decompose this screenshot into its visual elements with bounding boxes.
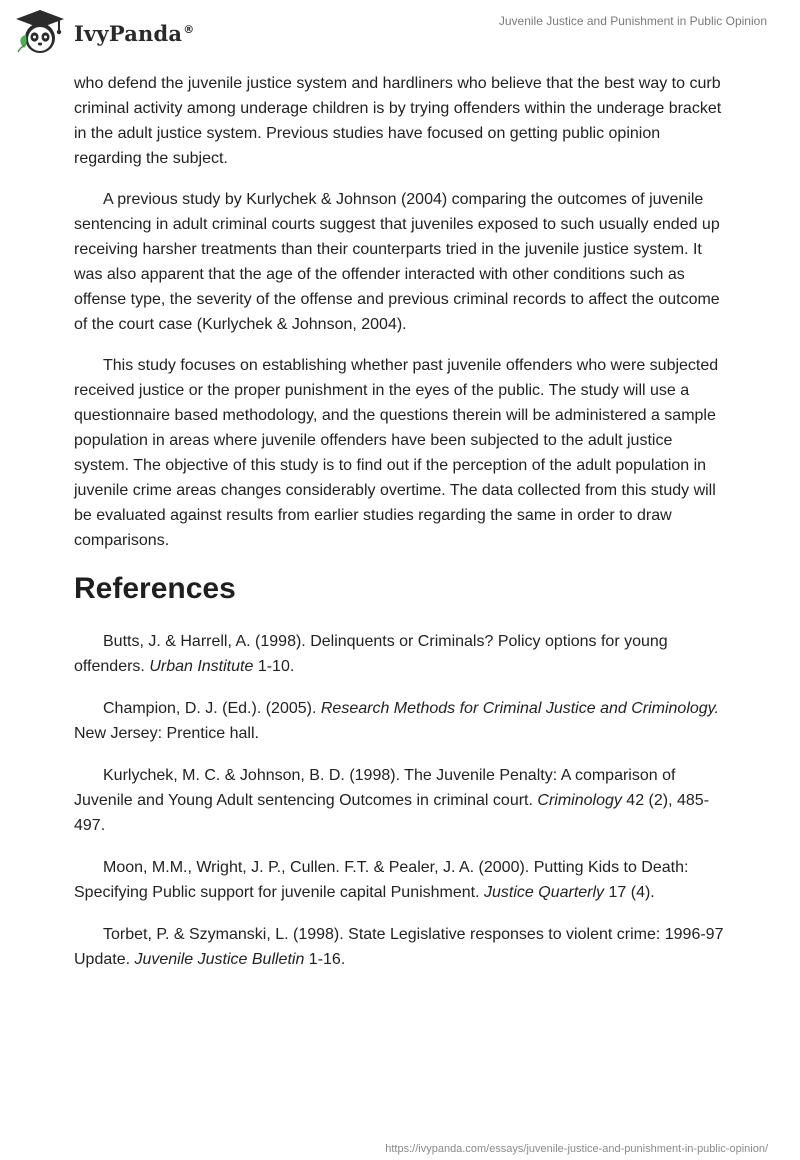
body-paragraph-2: A previous study by Kurlychek & Johnson (2004) comparing the outcomes of juvenile sentencing in adult criminal courts suggest that juveniles exposed to such usually ended up receiving harsher treatments than their counterparts tried in the juvenile justice system. It was also apparent that the age of the offender interacted with other conditions such as offense type, the severity of the offense and previous criminal records to affect the outcome of the court case (Kurlychek & Johnson, 2004). — [74, 191, 720, 333]
ivypanda-logo[interactable] — [14, 8, 194, 56]
references-heading: References — [74, 572, 236, 605]
reference-item: Champion, D. J. (Ed.). (2005). Research Methods for Criminal Justice and Criminology. New Jersey: Prentice hall. — [74, 700, 719, 742]
body-paragraph-3: This study focuses on establishing whether past juvenile offenders who were subjected received justice or the proper punishment in the eyes of the public. The study will use a questionnaire based methodology, and the questions therein will be administered a sample population in areas where juvenile offenders have been subjected to the adult justice system. The objective of this study is to find out if the perception of the adult population in juvenile crime areas changes considerably overtime. The data collected from this study will be evaluated against results from earlier studies regarding the same in order to draw comparisons. — [74, 357, 719, 549]
body-paragraph-1: who defend the juvenile justice system and hardliners who believe that the best way to curb criminal activity among underage children is by trying offenders within the underage bracket in the adult justice system. Previous studies have focused on getting public opinion regarding the subject. — [74, 75, 722, 167]
reference-item: Moon, M.M., Wright, J. P., Cullen. F.T. & Pealer, J. A. (2000). Putting Kids to Death: Specifying Public support for juvenile capital Punishment. Justice Quarterly 17 (4). — [74, 859, 689, 901]
panda-graduate-icon — [14, 8, 66, 56]
reference-item: Torbet, P. & Szymanski, L. (1998). State Legislative responses to violent crime: 1996-97 Update. Juvenile Justice Bulletin 1-16. — [74, 926, 724, 968]
reference-item: Kurlychek, M. C. & Johnson, B. D. (1998). The Juvenile Penalty: A comparison of Juvenile and Young Adult sentencing Outcomes in criminal court. Criminology 42 (2), 485-497. — [74, 767, 710, 834]
source-url[interactable]: https://ivypanda.com/essays/juvenile-justice-and-punishment-in-public-opinion/ — [385, 1143, 768, 1155]
page-header — [0, 0, 800, 60]
essay-content — [74, 71, 724, 989]
logo-wordmark: IvyPanda® — [74, 20, 195, 46]
reference-item: Butts, J. & Harrell, A. (1998). Delinquents or Criminals? Policy options for young offenders. Urban Institute 1-10. — [74, 633, 668, 675]
document-title: Juvenile Justice and Punishment in Public Opinion — [498, 14, 767, 28]
